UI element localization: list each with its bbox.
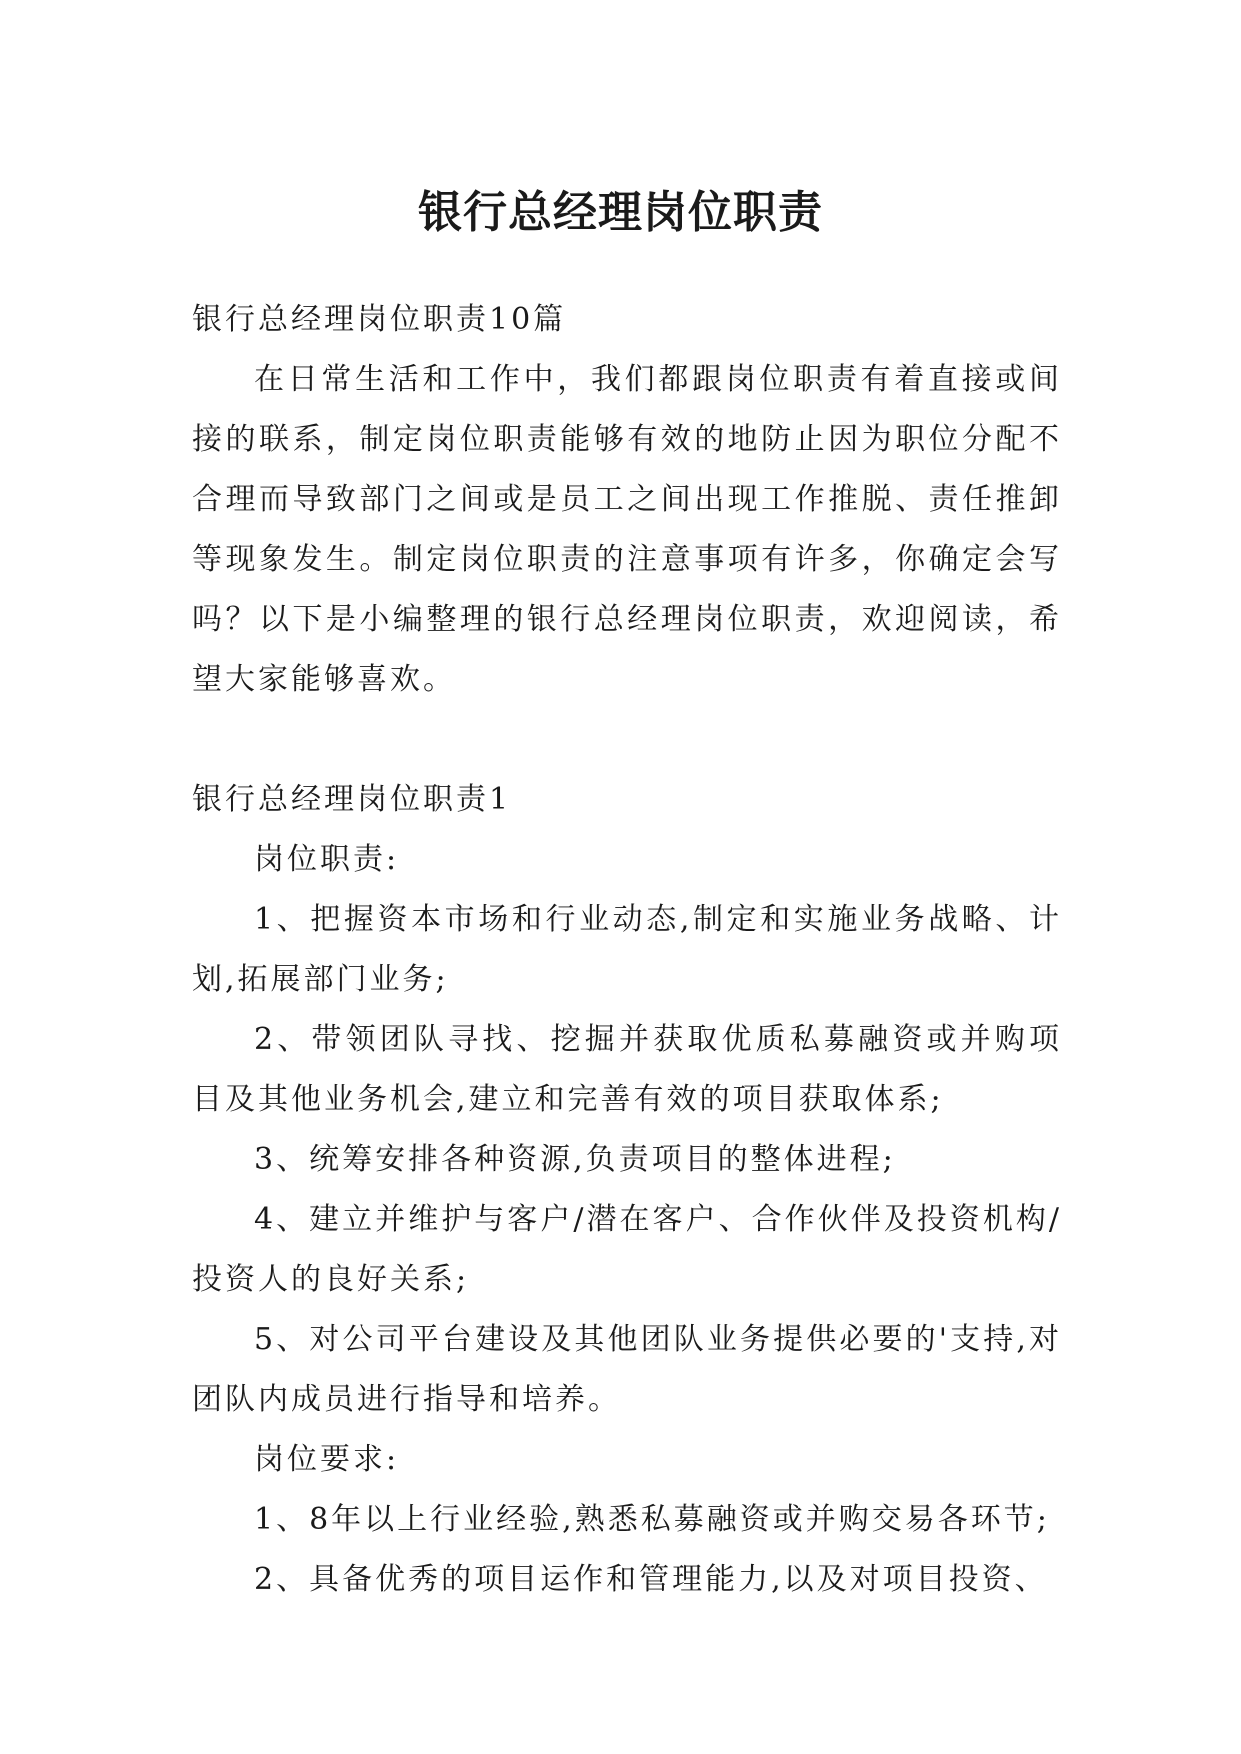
duty-item: 1、把握资本市场和行业动态,制定和实施业务战略、计划,拓展部门业务; — [192, 902, 1062, 997]
document-body — [192, 290, 1062, 1610]
requirements-label: 岗位要求: — [254, 1442, 400, 1477]
duties-label: 岗位职责: — [254, 842, 400, 877]
duty-item: 3、统筹安排各种资源,负责项目的整体进程; — [254, 1142, 896, 1177]
intro-paragraph: 在日常生活和工作中，我们都跟岗位职责有着直接或间接的联系，制定岗位职责能够有效的地防止因为职位分配不合理而导致部门之间或是员工之间出现工作推脱、责任推卸等现象发生。制定岗位职责的注意事项有许多，你确定会写吗？以下是小编整理的银行总经理岗位职责，欢迎阅读，希望大家能够喜欢。 — [192, 362, 1062, 697]
duty-item: 4、建立并维护与客户/潜在客户、合作伙伴及投资机构/投资人的良好关系; — [192, 1202, 1062, 1297]
page-title: 银行总经理岗位职责 — [418, 187, 823, 239]
document-subtitle: 银行总经理岗位职责10篇 — [192, 302, 567, 337]
section-spacer — [192, 710, 1062, 770]
duty-item: 2、带领团队寻找、挖掘并获取优质私募融资或并购项目及其他业务机会,建立和完善有效的项目获取体系; — [192, 1022, 1062, 1117]
duty-item: 5、对公司平台建设及其他团队业务提供必要的'支持,对团队内成员进行指导和培养。 — [192, 1322, 1062, 1417]
requirement-item: 2、具备优秀的项目运作和管理能力,以及对项目投资、 — [254, 1562, 1048, 1597]
requirement-item: 1、8年以上行业经验,熟悉私募融资或并购交易各环节; — [254, 1502, 1050, 1537]
section-heading: 银行总经理岗位职责1 — [192, 782, 512, 817]
